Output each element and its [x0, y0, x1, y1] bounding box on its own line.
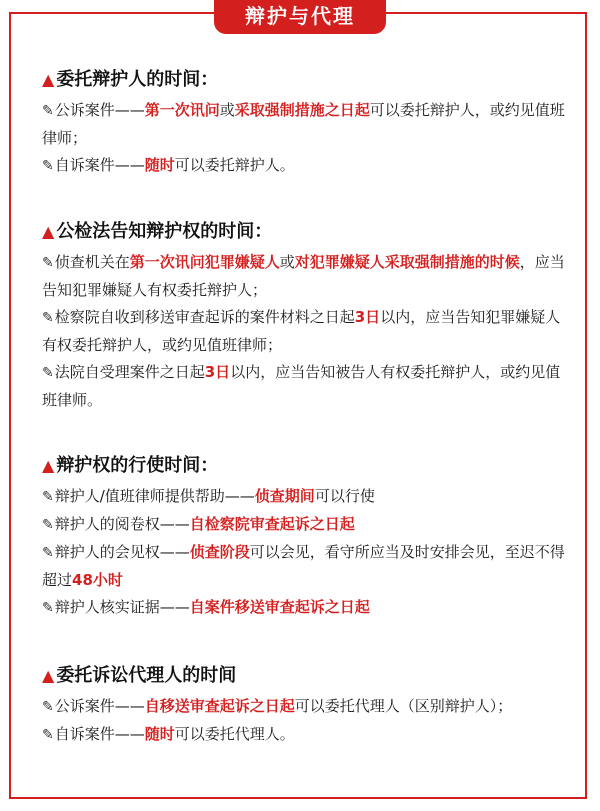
list-item: [42, 249, 572, 304]
section-entrust-defender: [42, 67, 572, 180]
triangle-icon: ▲: [42, 70, 55, 89]
item-highlight: 自检察院审查起诉之日起: [189, 515, 355, 533]
item-highlight: 第一次讯问: [144, 101, 220, 119]
list-item: [42, 483, 572, 511]
item-highlight: 采取强制措施之日起: [234, 101, 370, 119]
section-heading-text: 辩护权的行使时间：: [56, 455, 219, 476]
section-heading: [42, 67, 572, 93]
item-text: 辩护人的会见权——: [54, 543, 190, 561]
item-text: 可以委托辩护人，或约见值班律师；: [42, 101, 565, 147]
item-text: 法院自受理案件之日起: [54, 363, 205, 381]
item-highlight: 自移送审查起诉之日起: [144, 697, 295, 715]
list-item: [42, 359, 572, 414]
pencil-icon: ✎: [42, 600, 54, 616]
item-text: 以内，应当告知被告人有权委托辩护人，或约见值班律师。: [42, 363, 561, 409]
section-heading-text: 公检法告知辩护权的时间：: [56, 221, 273, 242]
item-highlight: 随时: [144, 725, 175, 743]
item-text: 公诉案件——: [54, 697, 145, 715]
pencil-icon: ✎: [42, 103, 54, 119]
pencil-icon: ✎: [42, 158, 54, 174]
section-heading: [42, 663, 572, 689]
item-highlight: 随时: [144, 156, 175, 174]
list-item: [42, 594, 572, 622]
list-item: [42, 693, 572, 721]
list-item: [42, 539, 572, 594]
pencil-icon: ✎: [42, 727, 54, 743]
item-highlight: 侦查期间: [254, 487, 315, 505]
pencil-icon: ✎: [42, 255, 54, 271]
item-text: 可以委托代理人（区别辩护人）；: [294, 697, 513, 715]
item-highlight: 3日: [354, 308, 381, 326]
pencil-icon: ✎: [42, 545, 54, 561]
item-text: 或: [219, 101, 235, 119]
section-entrust-agent: [42, 663, 572, 749]
item-text: 可以会见，看守所应当及时安排会见，至迟不得超过: [42, 543, 565, 589]
item-highlight: 3日: [204, 363, 231, 381]
item-highlight: 侦查阶段: [189, 543, 250, 561]
section-exercise-right: [42, 453, 572, 622]
section-heading-text: 委托诉讼代理人的时间: [56, 665, 237, 686]
item-text: 辩护人/值班律师提供帮助——: [54, 487, 255, 505]
section-notify-right: [42, 219, 572, 414]
pencil-icon: ✎: [42, 699, 54, 715]
list-item: [42, 721, 572, 749]
pencil-icon: ✎: [42, 365, 54, 381]
item-text: 辩护人核实证据——: [54, 598, 190, 616]
item-highlight: 对犯罪嫌疑人采取强制措施的时候: [294, 253, 520, 271]
item-text: 自诉案件——: [54, 725, 145, 743]
section-heading-text: 委托辩护人的时间：: [56, 69, 219, 90]
item-text: 可以委托代理人。: [174, 725, 295, 743]
item-text: 自诉案件——: [54, 156, 145, 174]
pencil-icon: ✎: [42, 489, 54, 505]
item-text: 以内，应当告知犯罪嫌疑人有权委托辩护人，或约见值班律师；: [42, 308, 561, 354]
item-text: 公诉案件——: [54, 101, 145, 119]
section-heading: [42, 219, 572, 245]
item-text: 可以行使: [314, 487, 375, 505]
pencil-icon: ✎: [42, 310, 54, 326]
list-item: [42, 97, 572, 152]
triangle-icon: ▲: [42, 456, 55, 475]
list-item: [42, 511, 572, 539]
item-text: 检察院自收到移送审查起诉的案件材料之日起: [54, 308, 355, 326]
page-title: 辩护与代理: [214, 0, 386, 34]
list-item: [42, 304, 572, 359]
item-text: 辩护人的阅卷权——: [54, 515, 190, 533]
item-highlight: 自案件移送审查起诉之日起: [189, 598, 370, 616]
item-highlight: 第一次讯问犯罪嫌疑人: [129, 253, 280, 271]
section-heading: [42, 453, 572, 479]
list-item: [42, 152, 572, 180]
item-text: 或: [279, 253, 295, 271]
item-text: 侦查机关在: [54, 253, 130, 271]
item-text: ，应当告知犯罪嫌疑人有权委托辩护人；: [42, 253, 565, 299]
pencil-icon: ✎: [42, 517, 54, 533]
item-highlight: 48小时: [72, 571, 123, 589]
triangle-icon: ▲: [42, 222, 55, 241]
triangle-icon: ▲: [42, 666, 55, 685]
item-text: 可以委托辩护人。: [174, 156, 295, 174]
